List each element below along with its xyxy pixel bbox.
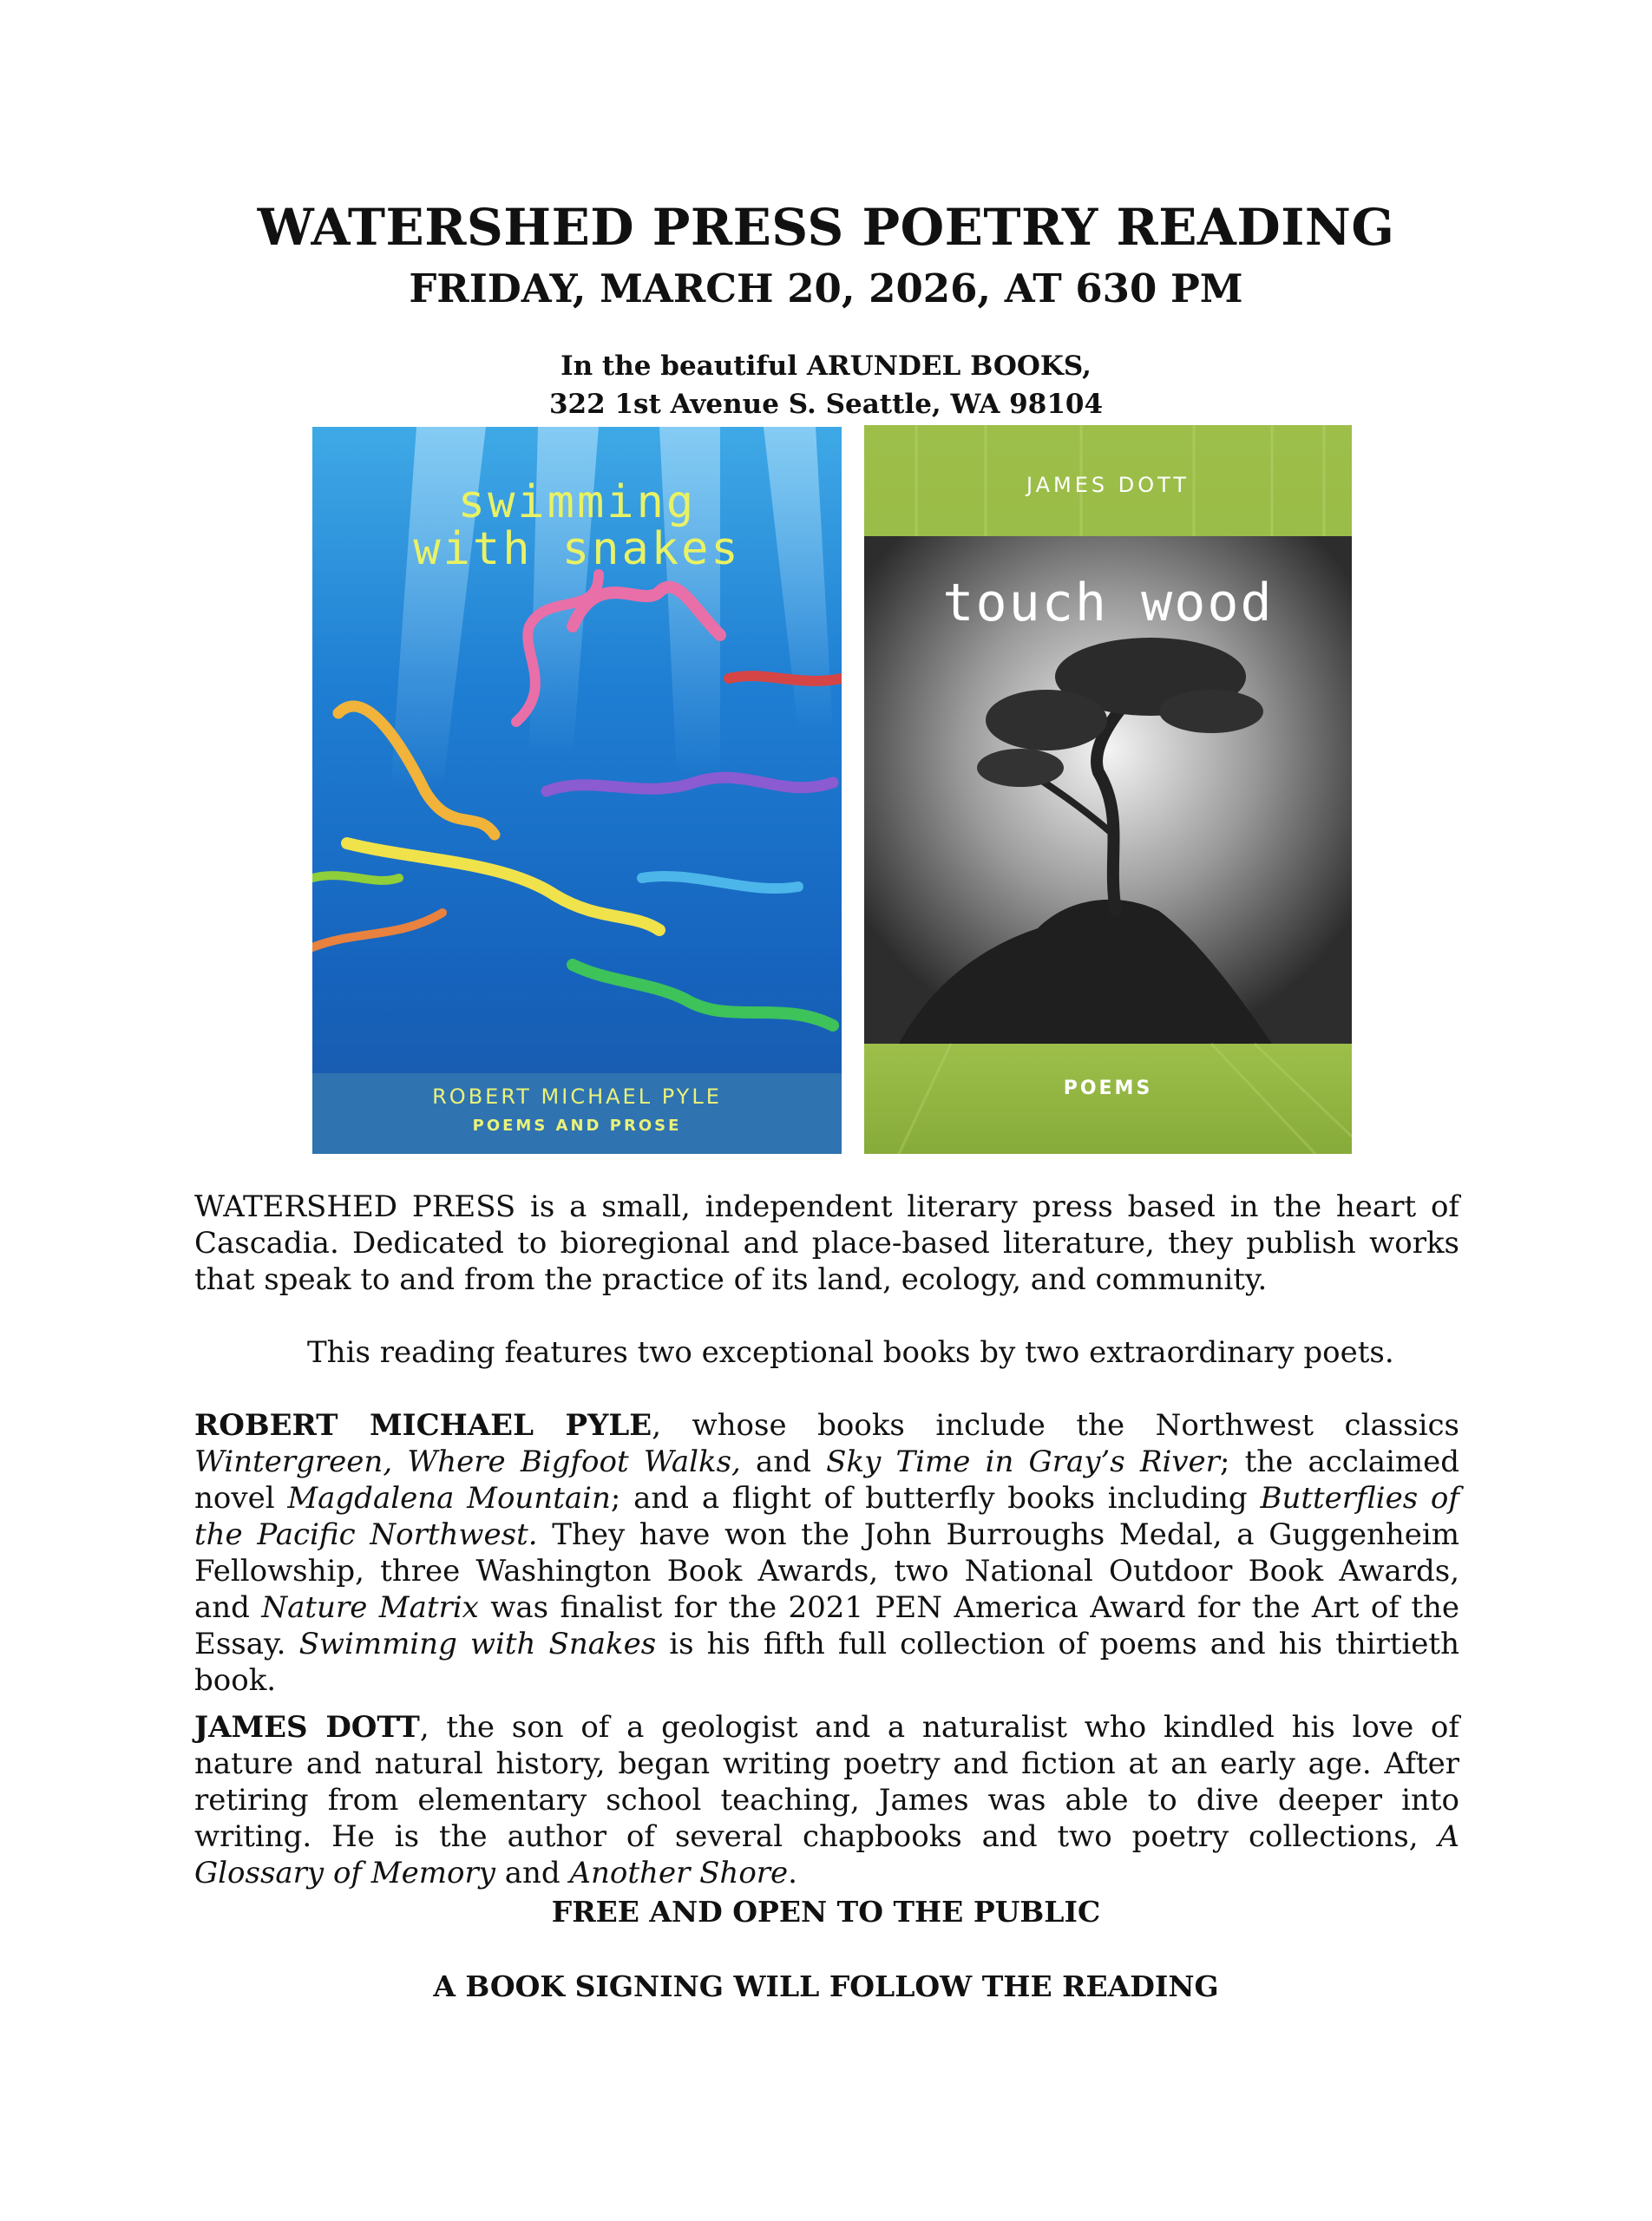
venue-line-1: In the beautiful ARUNDEL BOOKS, <box>560 351 1092 382</box>
book-1-title <box>312 476 842 575</box>
book-cover-touch-wood <box>864 425 1352 1154</box>
pyle-text-1: , whose books include the Northwest classics <box>652 1408 1459 1443</box>
venue-line-2: 322 1st Avenue S. Seattle, WA 98104 <box>548 389 1104 420</box>
book-2-subtitle: POEMS <box>1063 1078 1153 1099</box>
book-2-title: touch wood <box>942 573 1274 633</box>
book-1-subtitle: POEMS AND PROSE <box>472 1117 682 1135</box>
pyle-bio <box>194 1407 1459 1699</box>
book-2-author: JAMES DOTT <box>1026 473 1190 497</box>
pyle-text-5: They have won the John Burroughs Medal, a Guggenheim Fellowship, three Washington Book Awards, two National Outdoor Book Awards, and <box>194 1517 1459 1625</box>
touch-wood-artwork <box>864 425 1352 1154</box>
book-1-author: ROBERT MICHAEL PYLE <box>432 1084 722 1109</box>
pyle-name: ROBERT MICHAEL PYLE <box>194 1408 652 1443</box>
book-cover-swimming-with-snakes <box>312 427 842 1154</box>
book-1-title-line-2: with snakes <box>413 523 741 575</box>
reading-intro: This reading features two exceptional books by two extraordinary poets. <box>307 1335 1394 1370</box>
pyle-title-1: Wintergreen, Where Bigfoot Walks, <box>194 1445 741 1479</box>
pyle-title-2: Sky Time in Gray’s River <box>826 1445 1220 1479</box>
pyle-text-3: ; the acclaimed novel <box>194 1445 1459 1516</box>
dott-title-2: Another Shore <box>569 1856 789 1890</box>
free-admission-notice: FREE AND OPEN TO THE PUBLIC <box>551 1895 1101 1929</box>
event-date: FRIDAY, MARCH 20, 2026, AT 630 PM <box>409 265 1243 311</box>
pyle-text-2: and <box>740 1445 827 1479</box>
pyle-title-3: Magdalena Mountain <box>287 1481 611 1516</box>
pyle-text-6: was finalist for the 2021 PEN America Award for the Art of the Essay. <box>194 1590 1460 1661</box>
dott-text-3: . <box>788 1856 797 1890</box>
dott-text-1: , the son of a geologist and a naturalist who kindled his love of nature and natural history, began writing poetry and fiction at an early age. After retiring from elementary school teaching, James was able to dive deeper into writing. He is the author of several chapbooks and two poetry collections, <box>194 1710 1459 1854</box>
pyle-title-6: Swimming with Snakes <box>298 1627 657 1661</box>
pyle-title-5: Nature Matrix <box>261 1590 479 1625</box>
dott-title-1: A Glossary of Memory <box>194 1819 1459 1890</box>
book-1-title-line-1: swimming <box>457 476 697 528</box>
venue-info <box>0 347 1652 423</box>
dott-name: JAMES DOTT <box>194 1710 420 1745</box>
pyle-title-4: Butterflies of the Pacific Northwest. <box>194 1481 1459 1552</box>
pyle-text-7: is his fifth full collection of poems and his thirtieth book. <box>194 1627 1459 1698</box>
book-signing-notice: A BOOK SIGNING WILL FOLLOW THE READING <box>433 1969 1219 2003</box>
press-description: WATERSHED PRESS is a small, independent literary press based in the heart of Cascadia. Dedicated to bioregional and place-based literature, they publish works that speak to and from the practice of its land, ecology, and community. <box>194 1189 1459 1297</box>
dott-bio <box>194 1709 1459 1891</box>
dott-text-2: and <box>495 1856 570 1890</box>
pyle-text-4: ; and a flight of butterfly books including <box>610 1481 1261 1516</box>
event-title: WATERSHED PRESS POETRY READING <box>257 198 1395 257</box>
